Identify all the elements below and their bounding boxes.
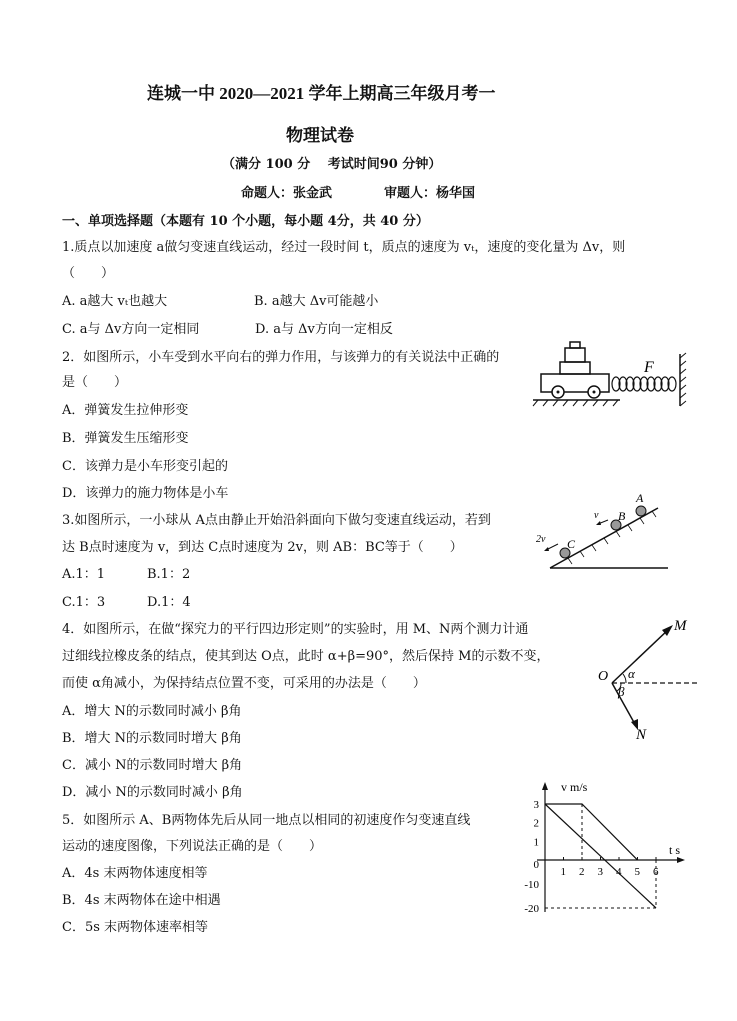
- q4-option-d: D．减小 N的示数同时减小 β角: [62, 785, 243, 800]
- y-tick-label: 0: [533, 859, 539, 871]
- y-tick-label: 2: [533, 817, 539, 830]
- q5-option-a: A．4s 末两物体速度相等: [62, 866, 208, 881]
- q1-stem: 1.质点以加速度 a做匀变速直线运动，经过一段时间 t，质点的速度为 vₜ，速度的变化量为 Δv，则: [62, 240, 626, 255]
- y-axis-label: v m/s: [561, 780, 588, 794]
- exam-authors: 命题人：张金武 审题人：杨华国: [241, 186, 476, 201]
- label-alpha: α: [628, 666, 635, 681]
- y-tick-label: -20: [524, 903, 539, 915]
- q2-stem-line2: 是（ ）: [62, 375, 128, 390]
- incline-figure: [530, 490, 680, 574]
- q1-option-b: B. a越大 Δv可能越小: [254, 294, 379, 309]
- q4-stem-line3: 而使 α角减小，为保持结点位置不变，可采用的办法是（ ）: [62, 676, 426, 691]
- q2-option-a: A．弹簧发生拉伸形变: [62, 403, 189, 418]
- q4-option-b: B．增大 N的示数同时增大 β角: [62, 731, 242, 746]
- exam-title: 连城一中 2020—2021 学年上期高三年级月考一: [147, 84, 496, 103]
- x-tick-label: 2: [579, 866, 585, 878]
- exam-subtitle: 物理试卷: [286, 126, 354, 145]
- series-line-1: [545, 804, 656, 908]
- q5-option-b: B．4s 末两物体在途中相遇: [62, 893, 221, 908]
- section-heading: 一、单项选择题（本题有 10 个小题，每小题 4分，共 40 分）: [62, 214, 429, 229]
- y-tick-label: 3: [533, 799, 539, 811]
- label-2v: 2v: [536, 534, 546, 545]
- cart-spring-figure: [508, 330, 688, 410]
- x-tick-label: 6: [653, 866, 659, 878]
- q1-option-a: A. a越大 vₜ也越大: [62, 294, 168, 309]
- q1-paren: （ ）: [62, 266, 115, 281]
- q2-option-b: B．弹簧发生压缩形变: [62, 431, 189, 446]
- label-v: v: [594, 510, 599, 521]
- q1-option-d: D. a与 Δv方向一定相反: [255, 322, 393, 337]
- q3-option-c: C.1：3: [62, 595, 106, 610]
- force-figure: [578, 608, 700, 744]
- q2-option-d: D．该弹力的施力物体是小车: [62, 486, 229, 501]
- q3-option-a: A.1：1: [62, 567, 106, 582]
- label-c: C: [567, 537, 576, 551]
- q3-option-d: D.1：4: [147, 595, 191, 610]
- q5-stem-line2: 运动的速度图像，下列说法正确的是（ ）: [62, 839, 323, 854]
- x-tick-label: 3: [597, 866, 603, 878]
- exam-meta: （满分 100 分 考试时间90 分钟）: [222, 157, 442, 172]
- q2-stem-line1: 2．如图所示，小车受到水平向右的弹力作用，与该弹力的有关说法中正确的: [62, 350, 500, 365]
- y-tick-label: -10: [524, 879, 539, 891]
- label-beta: β: [618, 684, 625, 699]
- q2-option-c: C．该弹力是小车形变引起的: [62, 459, 228, 474]
- label-a: A: [636, 491, 644, 505]
- q4-option-a: A．增大 N的示数同时减小 β角: [62, 704, 242, 719]
- q4-option-c: C．减小 N的示数同时增大 β角: [62, 758, 243, 773]
- q3-stem-line2: 达 B点时速度为 v，到达 C点时速度为 2v，则 AB：BC等于（ ）: [62, 540, 463, 555]
- q3-option-b: B.1：2: [147, 567, 191, 582]
- x-tick-label: 5: [634, 866, 640, 878]
- q4-stem-line2: 过细线拉橡皮条的结点，使其到达 O点，此时 α+β=90°，然后保持 M的示数不变，: [62, 649, 550, 664]
- velocity-time-chart: [505, 776, 695, 922]
- q5-stem-line1: 5．如图所示 A、B两物体先后从同一地点以相同的初速度作匀变速直线: [62, 813, 471, 828]
- x-tick-label: 1: [560, 866, 566, 878]
- q3-stem-line1: 3.如图所示，一小球从 A点由静止开始沿斜面向下做匀变速直线运动，若到: [62, 513, 491, 528]
- y-tick-label: 1: [533, 836, 539, 849]
- q4-stem-line1: 4．如图所示，在做“探究力的平行四边形定则”的实验时，用 M、N两个测力计通: [62, 622, 529, 637]
- x-tick-label: 4: [616, 866, 622, 878]
- label-m: M: [674, 618, 687, 634]
- q5-option-c: C．5s 末两物体速率相等: [62, 920, 209, 935]
- label-f: F: [644, 359, 654, 376]
- x-axis-label: t s: [669, 843, 681, 857]
- label-b: B: [618, 509, 626, 523]
- series-line-0: [545, 804, 638, 860]
- q1-option-c: C. a与 Δv方向一定相同: [62, 322, 200, 337]
- label-n: N: [636, 727, 647, 743]
- label-o: O: [598, 669, 609, 684]
